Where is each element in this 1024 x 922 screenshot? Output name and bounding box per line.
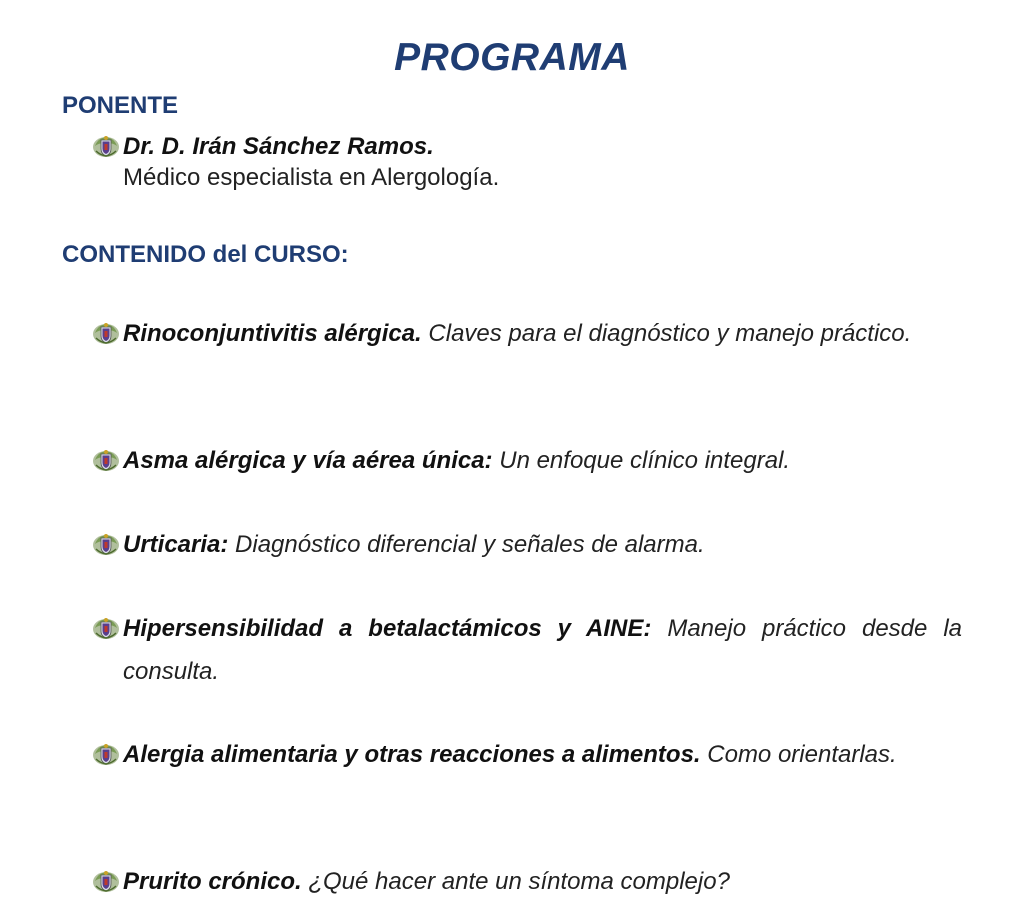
course-item-description: Claves para el diagnóstico y manejo práctico. xyxy=(421,320,912,347)
crest-shield-icon xyxy=(92,532,120,556)
course-item-title: Prurito crónico. xyxy=(123,868,302,895)
course-item-title: Urticaria: xyxy=(123,531,229,558)
crest-shield-icon xyxy=(92,321,120,345)
crest-shield-icon xyxy=(92,134,120,158)
course-item xyxy=(92,312,962,355)
course-item-description: Un enfoque clínico integral. xyxy=(492,447,791,474)
course-item xyxy=(92,607,962,693)
crest-shield-icon xyxy=(92,742,120,766)
speaker-name: Dr. D. Irán Sánchez Ramos. xyxy=(123,133,434,160)
course-item-description: Manejo práctico desde la consulta. xyxy=(123,615,962,685)
course-item xyxy=(92,860,962,903)
course-item-description: Como orientarlas. xyxy=(700,741,897,768)
course-item-title: Alergia alimentaria y otras reacciones a alimentos. xyxy=(123,741,701,768)
course-item-title: Hipersensibilidad a betalactámicos y AINE: xyxy=(123,615,652,642)
speaker-item xyxy=(92,125,962,168)
page-title: PROGRAMA xyxy=(394,36,630,79)
contenido-heading: CONTENIDO del CURSO: xyxy=(62,241,349,268)
crest-shield-icon xyxy=(92,616,120,640)
course-item-title: Asma alérgica y vía aérea única: xyxy=(123,447,493,474)
course-item-description: ¿Qué hacer ante un síntoma complejo? xyxy=(301,868,730,895)
course-item xyxy=(92,523,962,566)
course-item xyxy=(92,733,962,776)
course-item xyxy=(92,439,962,482)
crest-shield-icon xyxy=(92,869,120,893)
course-item-description: Diagnóstico diferencial y señales de alarma. xyxy=(228,531,705,558)
ponente-heading: PONENTE xyxy=(62,92,179,119)
speaker-role: Médico especialista en Alergología. xyxy=(123,164,500,191)
course-item-title: Rinoconjuntivitis alérgica. xyxy=(123,320,422,347)
crest-shield-icon xyxy=(92,448,120,472)
